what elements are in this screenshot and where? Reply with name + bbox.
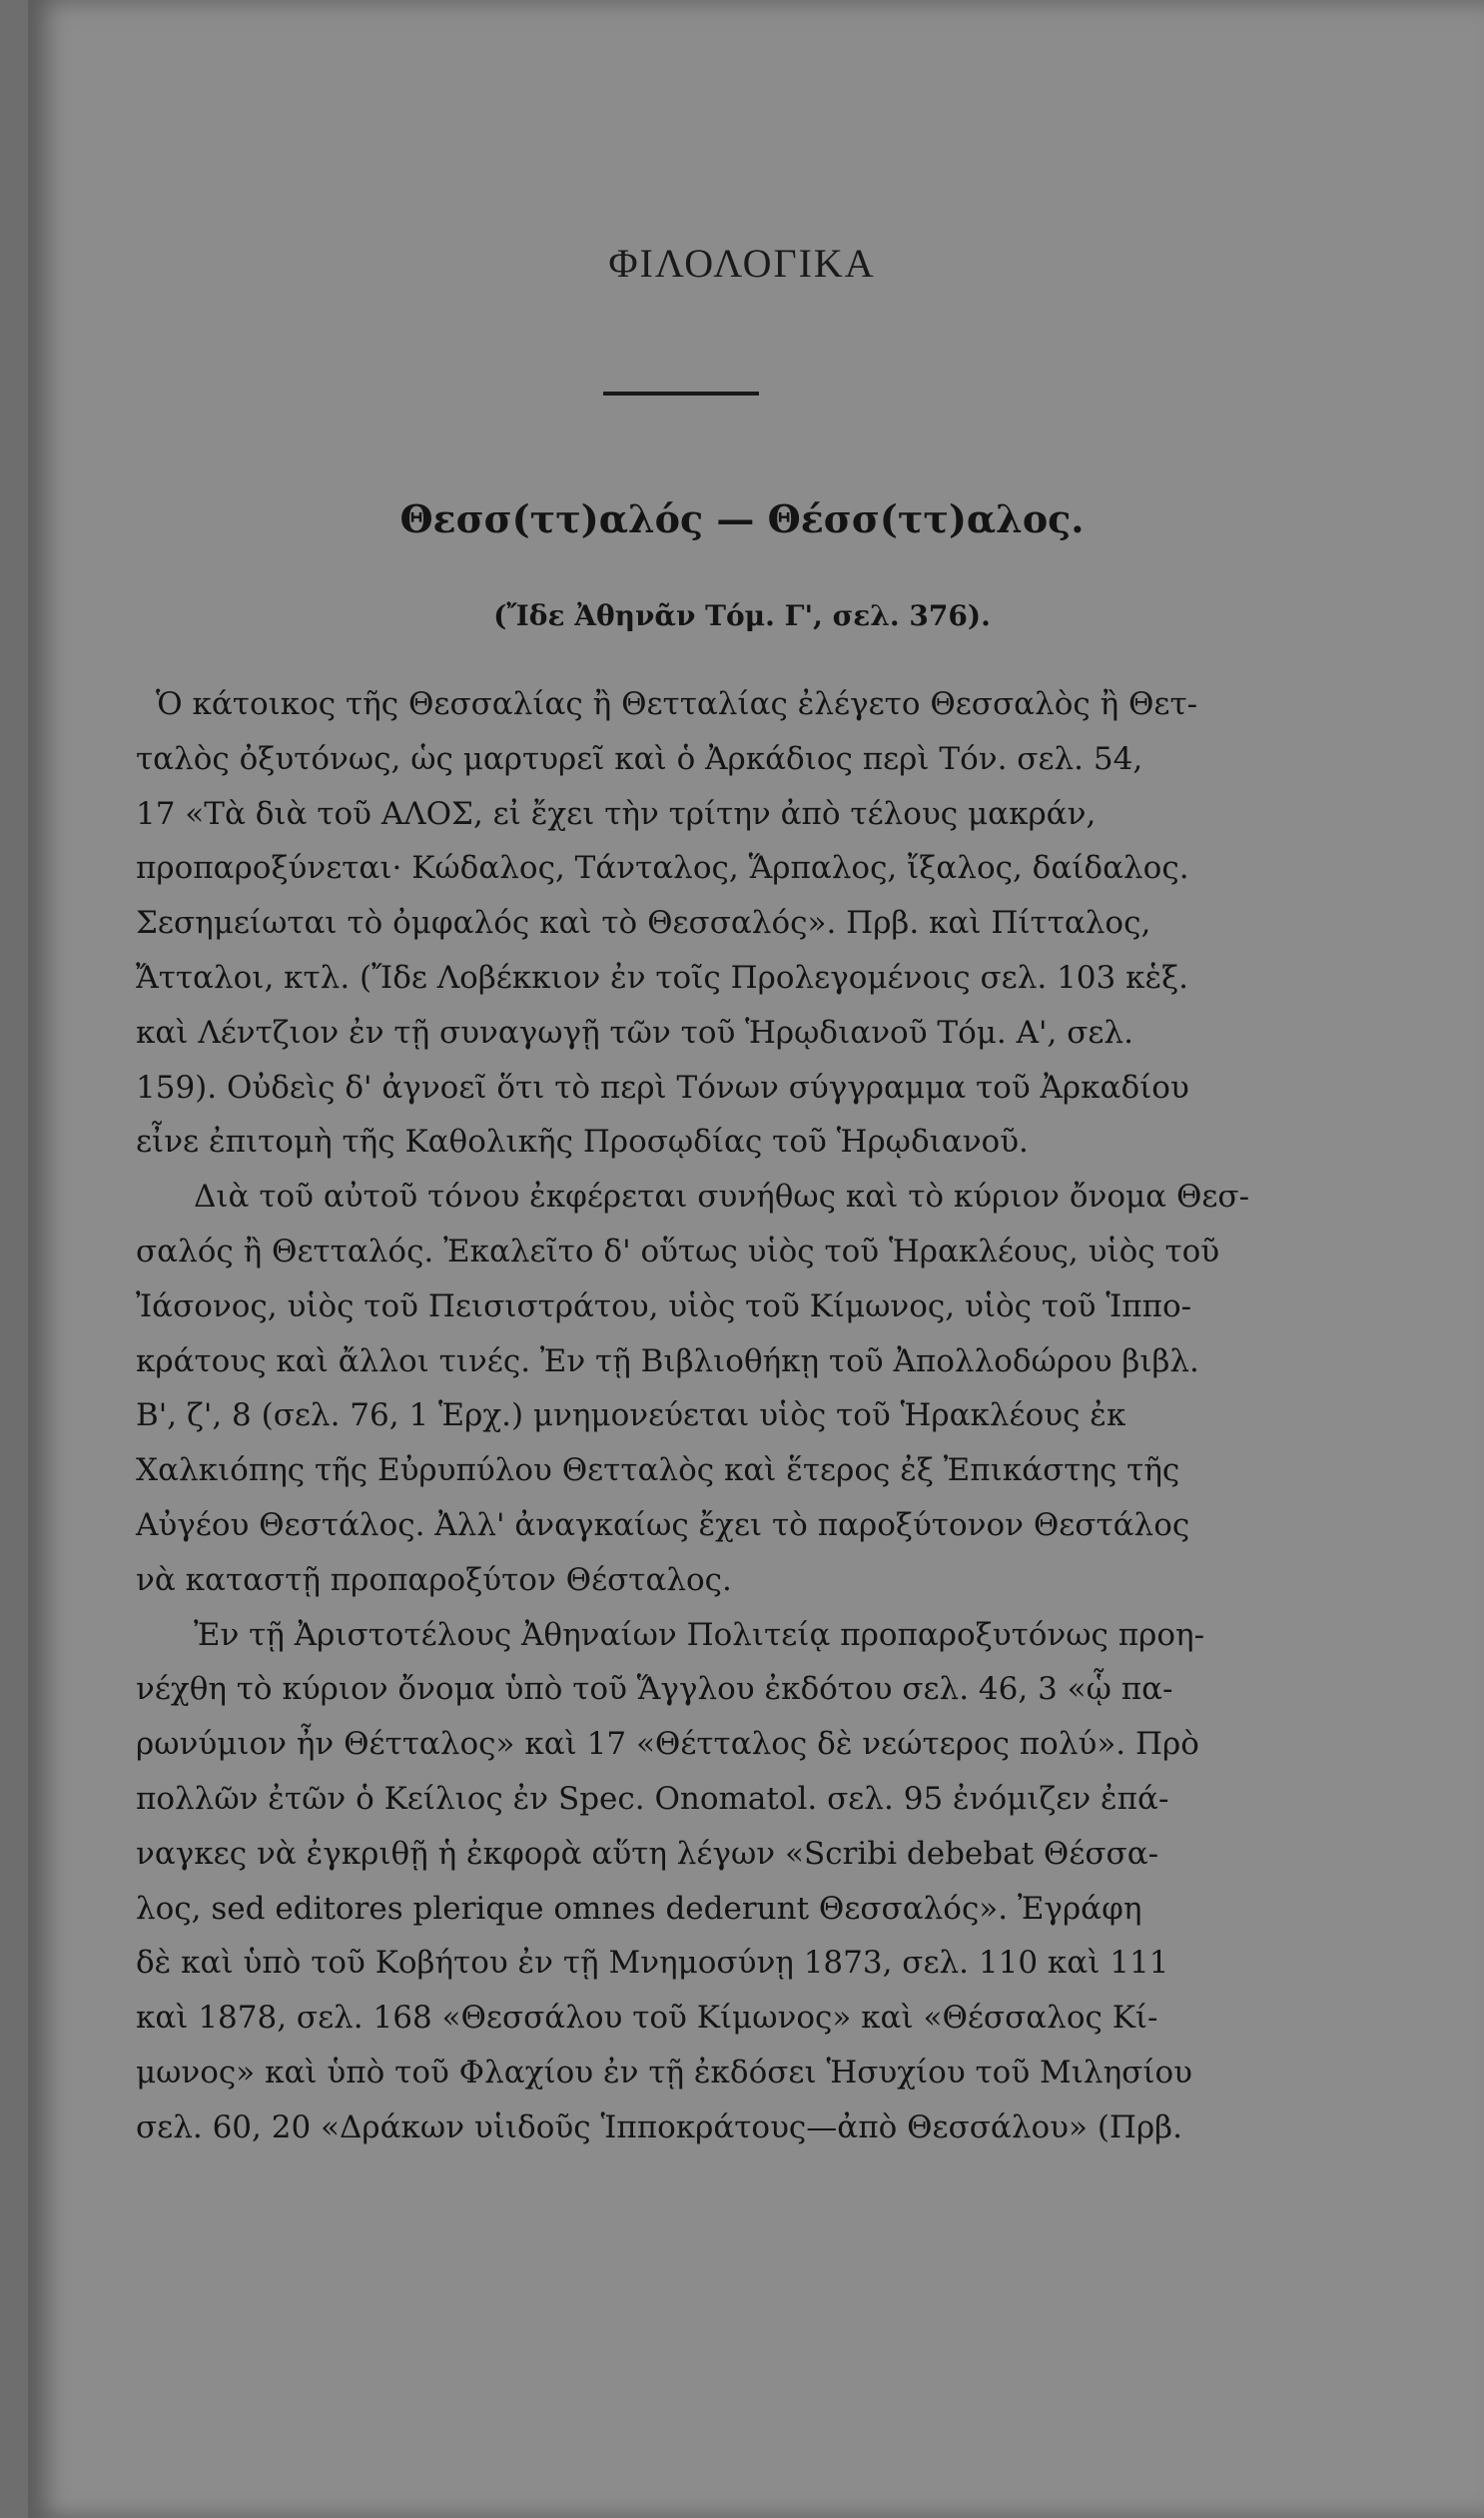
text-line: καὶ 1878, σελ. 168 «Θεσσάλου τοῦ Κίμωνος» καὶ «Θέσσαλος Κί-: [136, 2000, 1158, 2037]
text-line: Σεσημείωται τὸ ὀμφαλός καὶ τὸ Θεσσαλός». Πρβ. καὶ Πίτταλος,: [136, 905, 1151, 942]
text-line: ναγκες νὰ ἐγκριθῇ ἡ ἐκφορὰ αὕτη λέγων «Scribi debebat Θέσσα-: [136, 1835, 1159, 1872]
text-line: κράτους καὶ ἄλλοι τινές. Ἐν τῇ Βιβλιοθήκῃ τοῦ Ἀπολλοδώρου βιβλ.: [136, 1342, 1199, 1379]
text-line: νὰ καταστῇ προπαροξύτον Θέσταλος.: [136, 1561, 732, 1598]
text-line: σαλός ἢ Θετταλός. Ἐκαλεῖτο δ' οὕτως υἱὸς τοῦ Ἡρακλέους, υἱὸς τοῦ: [136, 1233, 1220, 1269]
text-line: ταλὸς ὀξυτόνως, ὡς μαρτυρεῖ καὶ ὁ Ἀρκάδιος περὶ Τόν. σελ. 54,: [136, 740, 1143, 777]
text-line: Ἐν τῇ Ἀριστοτέλους Ἀθηναίων Πολιτείᾳ προπαροξυτόνως προη-: [194, 1616, 1205, 1653]
text-line: εἶνε ἐπιτομὴ τῆς Καθολικῆς Προσῳδίας τοῦ Ἡρῳδιανοῦ.: [136, 1124, 1029, 1161]
running-head: ΦΙΛΟΛΟΓΙΚΑ: [608, 241, 876, 286]
text-line: Διὰ τοῦ αὐτοῦ τόνου ἐκφέρεται συνήθως καὶ τὸ κύριον ὄνομα Θεσ-: [194, 1179, 1250, 1216]
body-text: [136, 677, 1314, 2155]
text-line: προπαροξύνεται· Κώδαλος, Τάνταλος, Ἅρπαλος, ἴξαλος, δαίδαλος.: [136, 850, 1189, 887]
article-title: Θεσσ(ττ)αλός — Θέσσ(ττ)αλος.: [399, 496, 1085, 541]
text-line: Χαλκιόπης τῆς Εὐρυπύλου Θετταλὸς καὶ ἕτερος ἐξ Ἐπικάστης τῆς: [136, 1452, 1180, 1489]
text-line: Ἰάσονος, υἱὸς τοῦ Πεισιστράτου, υἱὸς τοῦ Κίμωνος, υἱὸς τοῦ Ἱππο-: [136, 1287, 1192, 1324]
text-line: Ὁ κάτοικος τῆς Θεσσαλίας ἢ Θετταλίας ἐλέγετο Θεσσαλὸς ἢ Θετ-: [156, 686, 1198, 722]
text-line: Ἄτταλοι, κτλ. (Ἴδε Λοβέκκιον ἐν τοῖς Προλεγομένοις σελ. 103 κἑξ.: [136, 959, 1189, 996]
text-line: δὲ καὶ ὑπὸ τοῦ Κοβήτου ἐν τῇ Μνημοσύνῃ 1873, σελ. 110 καὶ 111: [136, 1945, 1169, 1982]
text-line: 17 «Τὰ διὰ τοῦ ΑΛΟΣ, εἰ ἔχει τὴν τρίτην ἀπὸ τέλους μακράν,: [136, 795, 1097, 832]
text-line: πολλῶν ἐτῶν ὁ Κείλιος ἐν Spec. Onomatol. σελ. 95 ἐνόμιζεν ἐπά-: [136, 1780, 1169, 1817]
text-line: Β', ζ', 8 (σελ. 76, 1 Ἑρχ.) μνημονεύεται υἱὸς τοῦ Ἡρακλέους ἐκ: [136, 1397, 1126, 1434]
text-line: λος, sed editores plerique omnes dederunt Θεσσαλός». Ἐγράφη: [136, 1890, 1142, 1927]
text-line: καὶ Λέντζιον ἐν τῇ συναγωγῇ τῶν τοῦ Ἡρῳδιανοῦ Τόμ. Α', σελ.: [136, 1014, 1133, 1051]
text-line: Αὐγέου Θεστάλος. Ἀλλ' ἀναγκαίως ἔχει τὸ παροξύτονον Θεστάλος: [136, 1506, 1190, 1543]
source-reference: (Ἴδε Ἀθηνᾶν Τόμ. Γ', σελ. 376).: [493, 599, 991, 632]
text-line: σελ. 60, 20 «Δράκων υἱιδοῦς Ἱπποκράτους—ἀπὸ Θεσσάλου» (Πρβ.: [136, 2108, 1182, 2145]
text-line: μωνος» καὶ ὑπὸ τοῦ Φλαχίου ἐν τῇ ἐκδόσει Ἡσυχίου τοῦ Μιλησίου: [136, 2054, 1192, 2091]
text-line: ρωνύμιον ἦν Θέτταλος» καὶ 17 «Θέτταλος δὲ νεώτερος πολύ». Πρὸ: [136, 1726, 1199, 1763]
text-line: 159). Οὐδεὶς δ' ἀγνοεῖ ὅτι τὸ περὶ Τόνων σύγγραμμα τοῦ Ἀρκαδίου: [136, 1069, 1189, 1106]
title-rule: [603, 392, 759, 396]
text-line: νέχθη τὸ κύριον ὄνομα ὑπὸ τοῦ Ἅγγλου ἐκδότου σελ. 46, 3 «ᾧ πα-: [136, 1671, 1173, 1708]
